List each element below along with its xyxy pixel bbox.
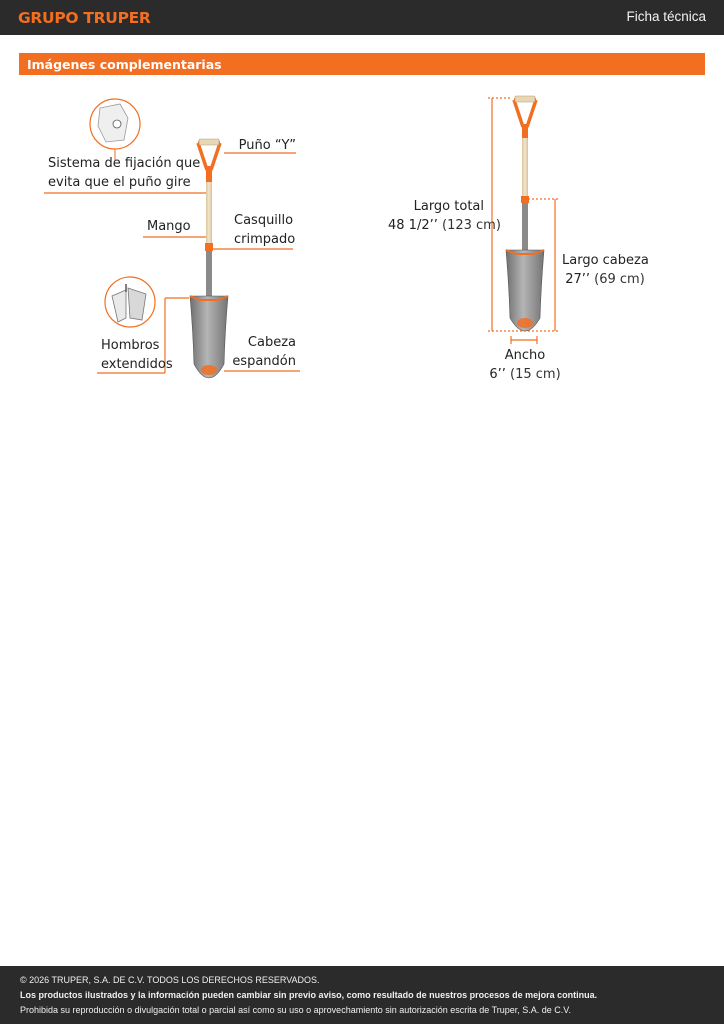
footer bbox=[0, 966, 724, 1024]
footer-prohibition: Prohibida su reproducción o divulgación total o parcial así como su uso o aprovechamiento sin autorización escrita de Truper, S.A. de C.V. bbox=[20, 1005, 571, 1015]
width-value bbox=[484, 365, 566, 384]
label-shoulders bbox=[101, 336, 173, 374]
total-length-imperial: 48 1/2’’ bbox=[388, 218, 438, 233]
total-length-title: Largo total bbox=[413, 199, 484, 214]
head-length-value bbox=[562, 270, 648, 289]
width-title: Ancho bbox=[504, 348, 546, 363]
label-head bbox=[226, 333, 296, 371]
width-imperial: 6’’ bbox=[489, 367, 506, 382]
label-head-line1: Cabeza bbox=[247, 335, 296, 350]
brand-logo: GRUPO TRUPER bbox=[18, 9, 151, 27]
head-length-metric: (69 cm) bbox=[594, 272, 645, 287]
grip-detail-icon bbox=[90, 99, 140, 160]
label-total-length bbox=[388, 197, 501, 235]
label-fixing-line2: evita que el puño gire bbox=[48, 175, 191, 190]
head-length-imperial: 27’’ bbox=[565, 272, 591, 287]
label-head-line2: espandón bbox=[232, 354, 296, 369]
section-title: Imágenes complementarias bbox=[27, 57, 222, 72]
label-shoulders-line2: extendidos bbox=[101, 357, 173, 372]
label-head-length bbox=[562, 251, 648, 289]
total-length-metric: (123 cm) bbox=[442, 218, 501, 233]
label-width bbox=[484, 346, 566, 384]
footer-notice: Los productos ilustrados y la información pueden cambiar sin previo aviso, como resultado de nuestros procesos de mejora continua. bbox=[20, 990, 598, 1000]
label-ferrule bbox=[234, 211, 295, 249]
shoulders-detail-icon bbox=[105, 277, 155, 327]
head-length-title: Largo cabeza bbox=[562, 253, 649, 268]
label-grip: Puño “Y” bbox=[238, 138, 296, 153]
label-ferrule-line2: crimpado bbox=[234, 232, 296, 247]
total-length-value bbox=[388, 216, 501, 235]
label-shoulders-line1: Hombros bbox=[101, 338, 160, 353]
label-ferrule-line1: Casquillo bbox=[234, 213, 294, 228]
label-fixing-system bbox=[48, 154, 200, 192]
label-handle: Mango bbox=[147, 219, 191, 234]
document-type: Ficha técnica bbox=[626, 9, 706, 24]
width-metric: (15 cm) bbox=[510, 367, 561, 382]
shovel-dimensions-drawing bbox=[506, 96, 544, 331]
label-fixing-line1: Sistema de fijación que bbox=[48, 156, 201, 171]
footer-copyright: © 2026 TRUPER, S.A. DE C.V. TODOS LOS DERECHOS RESERVADOS. bbox=[20, 975, 320, 985]
